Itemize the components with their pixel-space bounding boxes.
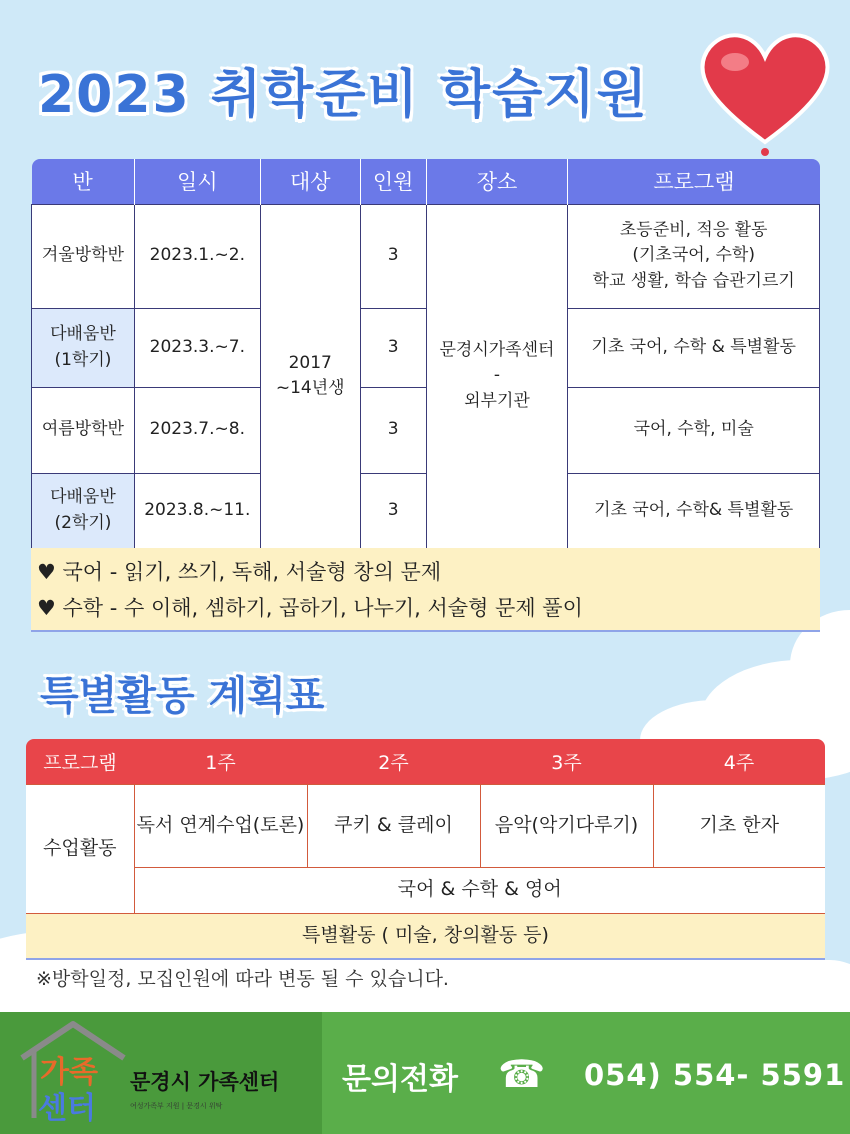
table-row [26,784,825,867]
class-cell [32,473,135,548]
table-row [32,473,820,548]
header-week4: 4주 [653,739,825,784]
date-cell: 2023.7.~8. [134,387,260,473]
header-program: 프로그램 [568,159,820,204]
class-label: 다배움반 [50,324,116,344]
header-week3: 3주 [480,739,653,784]
activity-table [26,739,825,960]
class-term: (2학기) [54,512,112,533]
footnote: ※방학일정, 모집인원에 따라 변동 될 수 있습니다. [36,968,449,990]
phone-icon: ☎ [498,1052,546,1096]
org-name: 문경시 가족센터 [130,1070,280,1094]
phone-number[interactable]: 054) 554- 5591 [584,1058,846,1092]
header-count: 인원 [360,159,426,204]
target-cell [260,204,360,548]
week-cell: 독서 연계수업(토론) [134,784,307,867]
table-row [32,308,820,387]
org-sub: 여성가족부 지원 | 문경시 위탁 [130,1102,223,1110]
table-row [26,867,825,913]
program-cell [568,204,820,308]
program-cell: 기초 국어, 수학& 특별활동 [568,473,820,548]
date-cell: 2023.3.~7. [134,308,260,387]
class-cell [32,308,135,387]
section-title: 특별활동 계획표 [40,673,325,719]
class-cell: 여름방학반 [32,387,135,473]
date-cell: 2023.1.~2. [134,204,260,308]
header-week2: 2주 [307,739,480,784]
place-cell [426,204,568,548]
common-cell: 국어 & 수학 & 영어 [134,867,825,913]
schedule-header-row [32,159,820,204]
week-cell: 기초 한자 [653,784,825,867]
class-label: 겨울방학반 [41,245,124,266]
note-korean: ♥ 국어 - 읽기, 쓰기, 독해, 서술형 창의 문제 [37,560,442,584]
header-program: 프로그램 [26,739,134,784]
svg-text:센터: 센터 [38,1091,96,1126]
schedule-table [31,159,820,549]
count-cell: 3 [360,473,426,548]
svg-text:가족: 가족 [40,1055,98,1090]
activity-header-row [26,739,825,784]
target-line: ~14년생 [275,378,345,398]
week-cell: 음악(악기다루기) [480,784,653,867]
house-logo-icon [18,1018,128,1128]
date-cell: 2023.8.~11. [134,473,260,548]
program-cell: 기초 국어, 수학 & 특별활동 [568,308,820,387]
count-cell: 3 [360,308,426,387]
place-line: 문경시가족센터 [439,339,555,360]
table-row [32,204,820,308]
header-week1: 1주 [134,739,307,784]
heart-icon [690,22,840,172]
place-line: - [493,365,501,386]
target-line: 2017 [288,352,332,373]
row-label: 수업활동 [26,784,134,913]
week-cell: 쿠키 & 클레이 [307,784,480,867]
place-line: 외부기관 [464,390,530,411]
header-date: 일시 [134,159,260,204]
table-row [26,913,825,959]
count-cell: 3 [360,387,426,473]
note-math: ♥ 수학 - 수 이해, 셈하기, 곱하기, 나누기, 서술형 문제 풀이 [37,596,583,620]
header-place: 장소 [426,159,568,204]
subject-notes [31,548,820,632]
header-class: 반 [32,159,135,204]
program-line: 학교 생활, 학습 습관기르기 [592,270,795,291]
program-cell: 국어, 수학, 미술 [568,387,820,473]
program-line: 초등준비, 적응 활동 [619,219,768,240]
class-cell [32,204,135,308]
class-term: (1학기) [54,349,112,370]
special-cell: 특별활동 ( 미술, 창의활동 등) [26,913,825,959]
count-cell: 3 [360,204,426,308]
class-label: 다배움반 [50,487,116,507]
table-row [32,387,820,473]
page-title: 2023 취학준비 학습지원 [38,65,649,125]
contact-label: 문의전화 [342,1062,458,1097]
program-line: (기초국어, 수학) [632,245,755,266]
header-target: 대상 [260,159,360,204]
